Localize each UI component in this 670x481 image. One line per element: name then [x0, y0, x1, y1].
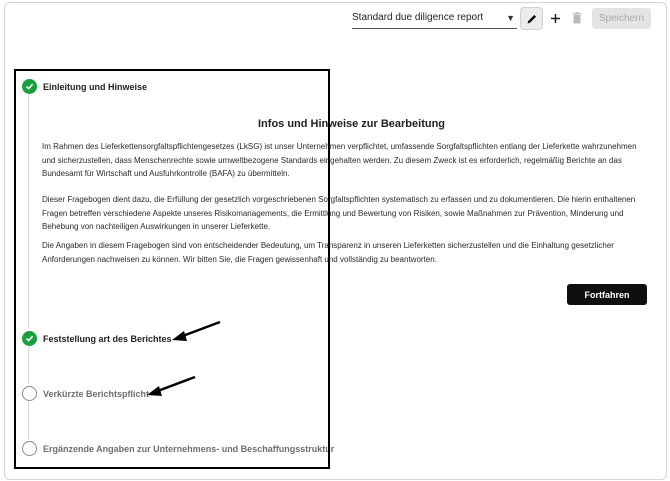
report-type-value: Standard due diligence report — [352, 12, 484, 23]
plus-icon — [550, 13, 561, 24]
step-label: Ergänzende Angaben zur Unternehmens- und Beschaffungsstruktur — [43, 443, 335, 454]
save-button[interactable]: Speichern — [592, 8, 651, 29]
trash-icon — [572, 12, 582, 24]
pencil-icon — [526, 13, 538, 25]
add-button[interactable] — [544, 7, 566, 29]
annotation-arrow-icon — [170, 318, 225, 344]
annotation-arrow-icon — [145, 373, 200, 399]
edit-button[interactable] — [520, 7, 543, 30]
chevron-down-icon: ▼ — [506, 13, 515, 23]
info-paragraph: Dieser Fragebogen dient dazu, die Erfüllung der gesetzlich vorgeschriebenen Sorgfaltspflichten systematisch zu erfassen und zu dokumentieren. Die hierin enthaltenen Fragen betreffen verschiedene Aspekte unseres Risikomanagements, die Ermittlung und Bewertung von Risiken, sowie Maßnahmen zur Prävention, Minderung und Behebung von nachteiligen Auswirkungen in unserer Lieferkette. — [42, 195, 636, 231]
continue-button[interactable]: Fortfahren — [567, 284, 647, 305]
step-label: Feststellung art des Berichtes — [43, 333, 172, 344]
step-label: Einleitung und Hinweise — [43, 81, 148, 92]
section-title: Infos und Hinweise zur Bearbeitung — [258, 118, 446, 130]
report-type-select[interactable] — [352, 8, 517, 29]
step-label: Verkürzte Berichtspflicht — [43, 388, 150, 399]
annotation-highlight-box — [14, 69, 330, 469]
info-paragraph: Die Angaben in diesem Fragebogen sind von entscheidender Bedeutung, um Transparenz in unseren Lieferketten sicherzustellen und die Einhaltung gesetzlicher Anforderungen nachweisen zu können. Wir bitten Sie, die Fragen gewissenhaft und vollständig zu beantworten. — [42, 241, 614, 264]
info-paragraph: Im Rahmen des Lieferkettensorgfaltspflichtengesetzes (LkSG) ist unser Unternehmen verpflichtet, umfassende Sorgfaltspflichten entlang der Lieferkette wahrzunehmen und sicherzustellen, dass Menschenrechte sowie umweltbezogene Standards eingehalten werden. Zu diesem Zweck ist es erforderlich, regelmäßig Berichte an das Bundesamt für Wirtschaft und Ausfuhrkontrolle (BAFA) zu übermitteln. — [42, 142, 637, 178]
delete-button[interactable] — [566, 7, 588, 29]
